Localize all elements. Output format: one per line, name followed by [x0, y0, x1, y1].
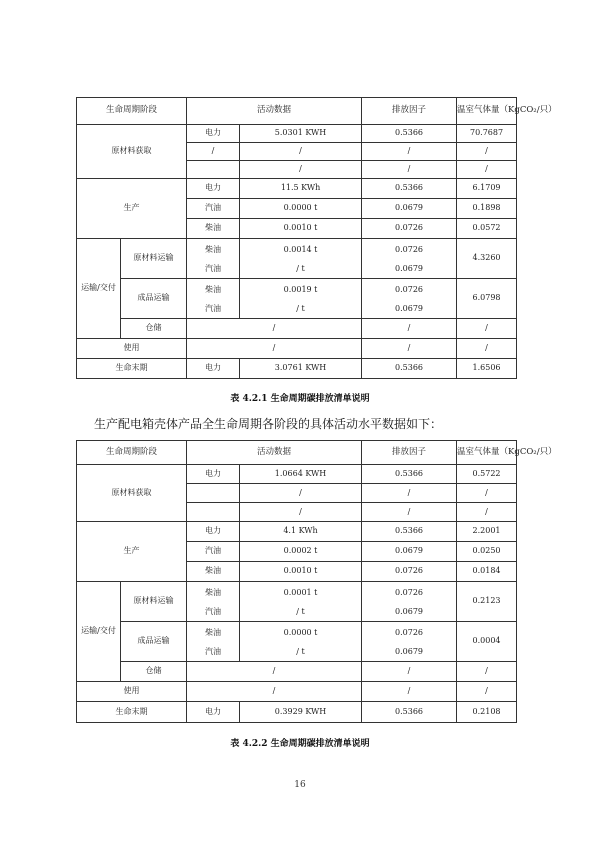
- diesel-amount: 0.0000 t: [283, 627, 318, 637]
- ghg-cell: 70.7687: [457, 125, 517, 143]
- gasoline-factor: 0.0679: [395, 303, 424, 313]
- gasoline-factor: 0.0679: [395, 606, 424, 616]
- ghg-cell: 2.2001: [457, 522, 517, 542]
- item-label: 电力: [187, 179, 240, 199]
- header-stage: 生命周期阶段: [77, 441, 187, 465]
- factor-cell: /: [362, 143, 457, 161]
- amount-cell: /: [187, 319, 362, 339]
- page-number: 16: [294, 780, 306, 790]
- diesel-factor: 0.0726: [395, 244, 424, 254]
- factor-cell: [362, 582, 457, 622]
- stage-end-of-life: 生命末期: [77, 702, 187, 723]
- table-row: [77, 682, 517, 702]
- item-label: 电力: [187, 359, 240, 379]
- carbon-table-1: [76, 97, 557, 379]
- substage-product-transport: 成品运输: [121, 622, 187, 662]
- amount-cell: 1.0664 KWH: [240, 465, 362, 484]
- ghg-cell: 1.6506: [457, 359, 517, 379]
- factor-cell: /: [362, 662, 457, 682]
- stage-raw-material: 原材料获取: [77, 465, 187, 522]
- table-row: [77, 622, 517, 662]
- header-ghg: 温室气体量（KgCO₂/只）: [457, 98, 517, 125]
- amount-cell: 0.0002 t: [240, 542, 362, 562]
- amount-cell: /: [240, 161, 362, 179]
- ghg-cell: /: [457, 161, 517, 179]
- table-row: [77, 179, 517, 199]
- ghg-cell: 0.2123: [457, 582, 517, 622]
- factor-cell: 0.5366: [362, 522, 457, 542]
- ghg-cell: 0.0572: [457, 219, 517, 239]
- header-ghg: 温室气体量（KgCO₂/只）: [457, 441, 517, 465]
- ghg-cell: 0.5722: [457, 465, 517, 484]
- gasoline-amount: / t: [296, 303, 305, 313]
- factor-cell: 0.5366: [362, 179, 457, 199]
- item-label: 电力: [187, 465, 240, 484]
- diesel-label: 柴油: [205, 284, 222, 294]
- table-row: [77, 279, 517, 319]
- stage-transport: 运输/交付: [77, 239, 121, 339]
- item-label: 电力: [187, 702, 240, 723]
- item-label: /: [187, 143, 240, 161]
- diesel-factor: 0.0726: [395, 587, 424, 597]
- factor-cell: /: [362, 682, 457, 702]
- stage-raw-material: 原材料获取: [77, 125, 187, 179]
- amount-cell: /: [187, 339, 362, 359]
- factor-cell: 0.0679: [362, 542, 457, 562]
- header-factor: 排放因子: [362, 441, 457, 465]
- ghg-cell: /: [457, 319, 517, 339]
- table-row: [77, 319, 517, 339]
- table-row: [77, 582, 517, 622]
- item-label: 电力: [187, 522, 240, 542]
- gasoline-amount: / t: [296, 263, 305, 273]
- ghg-cell: 4.3260: [457, 239, 517, 279]
- amount-cell: [240, 279, 362, 319]
- ghg-cell: 6.1709: [457, 179, 517, 199]
- item-label: 电力: [187, 125, 240, 143]
- header-activity: 活动数据: [187, 441, 362, 465]
- gasoline-label: 汽油: [205, 646, 222, 656]
- item-label: 汽油: [187, 199, 240, 219]
- amount-cell: /: [187, 662, 362, 682]
- ghg-cell: 0.0250: [457, 542, 517, 562]
- ghg-cell: 0.0184: [457, 562, 517, 582]
- table-header-row: [77, 441, 517, 465]
- amount-cell: 0.3929 KWH: [240, 702, 362, 723]
- ghg-cell: 0.0004: [457, 622, 517, 662]
- gasoline-factor: 0.0679: [395, 263, 424, 273]
- gasoline-factor: 0.0679: [395, 646, 424, 656]
- amount-cell: 4.1 KWh: [240, 522, 362, 542]
- table-row: [77, 522, 517, 542]
- ghg-cell: /: [457, 143, 517, 161]
- ghg-cell: /: [457, 339, 517, 359]
- amount-cell: 0.0010 t: [240, 219, 362, 239]
- ghg-cell: /: [457, 662, 517, 682]
- factor-cell: 0.0726: [362, 219, 457, 239]
- gasoline-label: 汽油: [205, 303, 222, 313]
- table-caption-1: 表 4.2.1 生命周期碳排放清单说明: [230, 394, 370, 404]
- stage-transport: 运输/交付: [77, 582, 121, 682]
- ghg-cell: /: [457, 503, 517, 522]
- amount-cell: 11.5 KWh: [240, 179, 362, 199]
- factor-cell: 0.5366: [362, 125, 457, 143]
- diesel-label: 柴油: [205, 587, 222, 597]
- item-label: [187, 582, 240, 622]
- diesel-factor: 0.0726: [395, 284, 424, 294]
- gasoline-label: 汽油: [205, 606, 222, 616]
- factor-cell: /: [362, 161, 457, 179]
- substage-raw-transport: 原材料运输: [121, 239, 187, 279]
- factor-cell: /: [362, 319, 457, 339]
- substage-raw-transport: 原材料运输: [121, 582, 187, 622]
- amount-cell: [240, 239, 362, 279]
- stage-use: 使用: [77, 339, 187, 359]
- amount-cell: /: [187, 682, 362, 702]
- table-row: [77, 662, 517, 682]
- item-label: 柴油: [187, 562, 240, 582]
- item-label: 汽油: [187, 542, 240, 562]
- table-row: [77, 339, 517, 359]
- table-header-row: [77, 98, 517, 125]
- table-row: [77, 465, 517, 484]
- factor-cell: [362, 622, 457, 662]
- ghg-cell: /: [457, 484, 517, 503]
- amount-cell: [240, 582, 362, 622]
- factor-cell: [362, 279, 457, 319]
- carbon-table-2: [76, 440, 557, 723]
- factor-cell: 0.5366: [362, 702, 457, 723]
- factor-cell: 0.0679: [362, 199, 457, 219]
- stage-production: 生产: [77, 179, 187, 239]
- stage-production: 生产: [77, 522, 187, 582]
- item-label: [187, 239, 240, 279]
- factor-cell: /: [362, 484, 457, 503]
- header-stage: 生命周期阶段: [77, 98, 187, 125]
- diesel-label: 柴油: [205, 244, 222, 254]
- ghg-cell: 0.1898: [457, 199, 517, 219]
- substage-product-transport: 成品运输: [121, 279, 187, 319]
- amount-cell: /: [240, 503, 362, 522]
- item-label: [187, 484, 240, 503]
- stage-use: 使用: [77, 682, 187, 702]
- diesel-amount: 0.0019 t: [283, 284, 318, 294]
- factor-cell: [362, 239, 457, 279]
- ghg-cell: 0.2108: [457, 702, 517, 723]
- ghg-cell: 6.0798: [457, 279, 517, 319]
- diesel-amount: 0.0001 t: [283, 587, 318, 597]
- gasoline-label: 汽油: [205, 263, 222, 273]
- factor-cell: 0.5366: [362, 465, 457, 484]
- item-label: [187, 622, 240, 662]
- item-label: 柴油: [187, 219, 240, 239]
- diesel-amount: 0.0014 t: [283, 244, 318, 254]
- table-row: [77, 125, 517, 143]
- amount-cell: 5.0301 KWH: [240, 125, 362, 143]
- gasoline-amount: / t: [296, 606, 305, 616]
- header-activity: 活动数据: [187, 98, 362, 125]
- table-row: [77, 239, 517, 279]
- table-caption-2: 表 4.2.2 生命周期碳排放清单说明: [230, 739, 370, 749]
- item-label: [187, 161, 240, 179]
- intro-paragraph: 生产配电箱壳体产品全生命周期各阶段的具体活动水平数据如下：: [94, 417, 443, 431]
- diesel-label: 柴油: [205, 627, 222, 637]
- substage-storage: 仓储: [121, 662, 187, 682]
- amount-cell: /: [240, 484, 362, 503]
- factor-cell: 0.5366: [362, 359, 457, 379]
- factor-cell: /: [362, 503, 457, 522]
- diesel-factor: 0.0726: [395, 627, 424, 637]
- item-label: [187, 279, 240, 319]
- substage-storage: 仓储: [121, 319, 187, 339]
- factor-cell: 0.0726: [362, 562, 457, 582]
- header-factor: 排放因子: [362, 98, 457, 125]
- item-label: [187, 503, 240, 522]
- amount-cell: 0.0010 t: [240, 562, 362, 582]
- amount-cell: 0.0000 t: [240, 199, 362, 219]
- stage-end-of-life: 生命末期: [77, 359, 187, 379]
- table-row: [77, 359, 517, 379]
- amount-cell: /: [240, 143, 362, 161]
- amount-cell: 3.0761 KWH: [240, 359, 362, 379]
- amount-cell: [240, 622, 362, 662]
- table-row: [77, 702, 517, 723]
- ghg-cell: /: [457, 682, 517, 702]
- factor-cell: /: [362, 339, 457, 359]
- gasoline-amount: / t: [296, 646, 305, 656]
